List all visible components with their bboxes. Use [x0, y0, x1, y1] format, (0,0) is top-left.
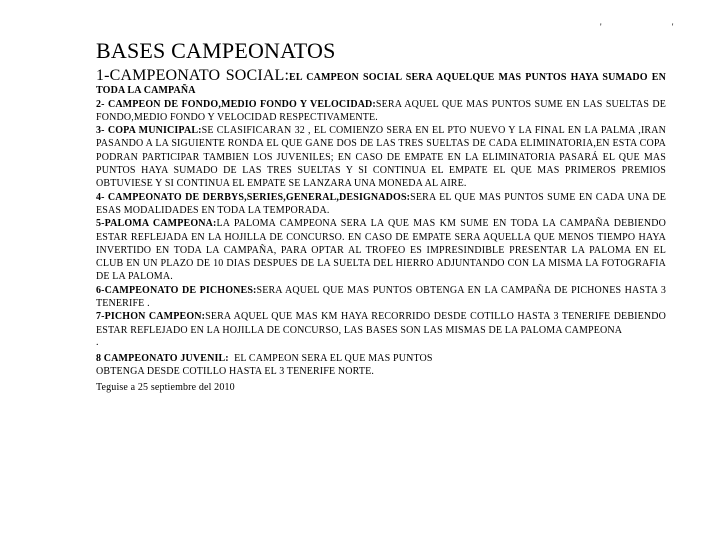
section-text: EL CAMPEON SERA EL QUE MAS PUNTOS: [234, 352, 433, 364]
section-pichones: [96, 284, 666, 311]
section-heading: 2- CAMPEON DE FONDO,MEDIO FONDO Y VELOCIDAD:: [96, 98, 376, 110]
section-text: LA PALOMA CAMPEONA SERA LA QUE MAS KM SUME EN TODA LA CAMPAÑA DEBIENDO ESTAR REFLEJADA EN LA HOJILLA DE CONCURSO. EN CASO DE EMPATE SERA AQUELLA QUE MENOS TIEMPO HAYA INVERTIDO EN TODA LA CAMPAÑA, PARA OPTAR AL TROFEO ES IMPRESINDIBLE PRESENTAR LA PALOMA EN EL CLUB EN UN PLAZO DE 10 DIAS DESPUES DE LA SUELTA DEL HIERRO ADJUNTANDO CON LA MISMA LA FOTOGRAFIA DE LA PALOMA.: [96, 218, 667, 283]
section-text: SERA AQUEL QUE MAS PUNTOS OBTENGA EN LA CAMPAÑA DE PICHONES HASTA 3 TENERIFE .: [96, 284, 666, 310]
corner-marks: ' ': [600, 22, 708, 32]
section-heading: 6-CAMPEONATO DE PICHONES:: [96, 284, 257, 296]
section-heading: 8 CAMPEONATO JUVENIL:: [96, 352, 229, 364]
section-heading: 5-PALOMA CAMPEONA:: [96, 218, 217, 230]
section-pichon-campeon: [96, 310, 666, 337]
section-text: EL CAMPEON SOCIAL SERA AQUELQUE MAS PUNTOS HAYA SUMADO EN TODA LA CAMPAÑA: [96, 72, 667, 97]
section-derbys: [96, 191, 666, 218]
section-juvenil: [96, 352, 666, 379]
section-heading: 4- CAMPEONATO DE DERBYS,SERIES,GENERAL,DESIGNADOS:: [96, 191, 411, 203]
section-heading: 3- COPA MUNICIPAL:: [96, 125, 202, 137]
section-text: SERA AQUEL QUE MAS PUNTOS SUME EN LAS SUELTAS DE FONDO,MEDIO FONDO Y VELOCIDAD RESPECTIVAMENTE.: [96, 98, 666, 123]
document-date: Teguise a 25 septiembre del 2010: [96, 381, 235, 393]
section-campeonato-social: [96, 68, 666, 98]
section-text: SERA AQUEL QUE MAS KM HAYA RECORRIDO DESDE COTILLO HASTA 3 TENERIFE DEBIENDO ESTAR REFLEJADO EN LA HOJILLA DE CONCURSO, LAS BASES SON LAS MISMAS DE LA PALOMA CAMPEONA: [96, 311, 666, 336]
section-text: SE CLASIFICARAN 32 , EL COMIENZO SERA EN EL PTO NUEVO Y LA FINAL EN LA PALMA ,IRAN PASANDO A LA SIGUIENTE RONDA EL QUE GANE DOS DE LAS TRES SUELTAS DE CADA ELIMINATORIA,EN ESTA COPA PODRAN PARTICIPAR TAMBIEN LOS JUVENILES; EN CASO DE EMPATE EN LA ELIMINATORIA PASARÁ EL QUE MAS PUNTOS HAYA SUMADO DE LAS TRES SUELTAS Y SI CONTINUA EL EMPATE EL QUE MAS PRIMEROS PREMIOS OBTUVIESE Y SI CONTINUA EL EMPATE SE LANZARA UNA MONEDA AL AIRE.: [96, 125, 666, 190]
stray-dot: .: [96, 336, 99, 348]
section-heading: 7-PICHON CAMPEON:: [96, 311, 206, 323]
section-heading: 1-CAMPEONATO SOCIAL:: [96, 67, 290, 84]
section-text: SERA EL QUE MAS PUNTOS SUME EN CADA UNA DE ESAS MODALIDADES EN TODA LA TEMPORADA.: [96, 191, 666, 216]
section-fondo-velocidad: [96, 98, 666, 125]
section-paloma-campeona: [96, 217, 666, 283]
section-copa-municipal: [96, 124, 666, 190]
page-title: BASES CAMPEONATOS: [96, 38, 336, 63]
section-text-continued: OBTENGA DESDE COTILLO HASTA EL 3 TENERIFE NORTE.: [96, 366, 375, 378]
document-body: [96, 68, 666, 394]
